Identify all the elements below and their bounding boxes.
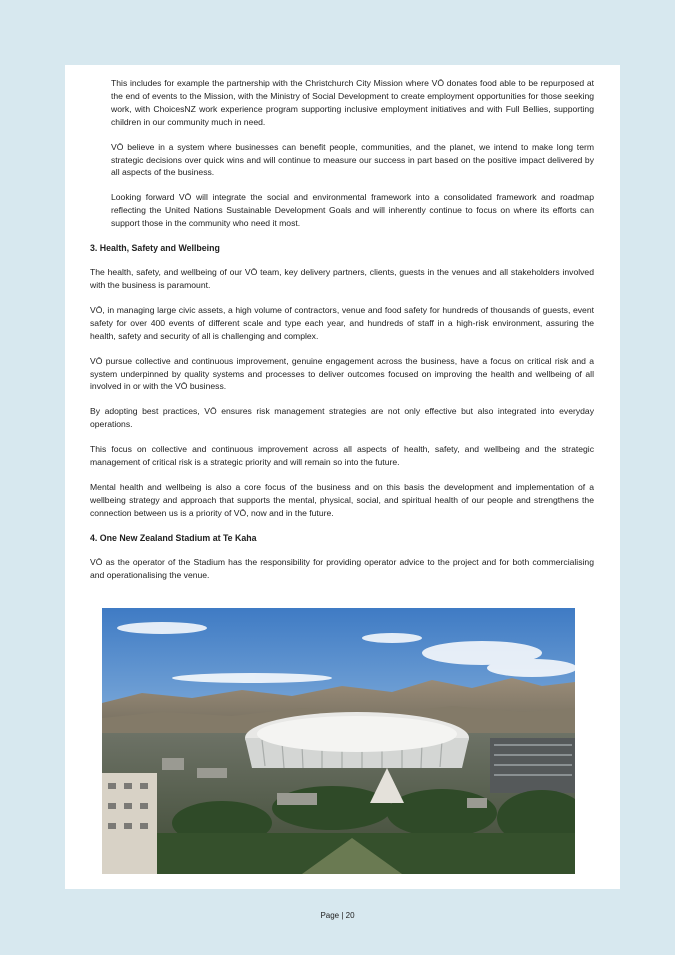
section-4-heading: 4. One New Zealand Stadium at Te Kaha	[90, 532, 257, 543]
section-3-paragraph-2: VŌ, in managing large civic assets, a high volume of contractors, venue and food safety for hundreds of thousands of guests, event safety for over 400 events of different scale and type each year, and hundreds of staff in a high-risk environment, assuring the health, safety and security of all is challenging and complex.	[90, 304, 594, 341]
page-content	[90, 77, 594, 593]
page-number: Page | 20	[320, 911, 355, 920]
document-page	[65, 65, 620, 889]
section-3-paragraph-3: VŌ pursue collective and continuous improvement, genuine engagement across the business, have a focus on critical risk and a system underpinned by quality systems and processes to deliver outcomes focused on improving the health and wellbeing of all involved in or with the VŌ business.	[90, 355, 594, 392]
intro-paragraph-2: VŌ believe in a system where businesses can benefit people, communities, and the planet, we intend to make long term strategic decisions over quick wins and will continue to measure our success in part based on the positive impact delivered by all aspects of the business.	[111, 141, 594, 178]
section-3-paragraph-5: This focus on collective and continuous improvement across all aspects of health, safety, and wellbeing and the strategic management of critical risk is a strategic priority and will remain so into the future.	[90, 444, 594, 468]
stadium-aerial-photo	[102, 608, 575, 874]
section-3-paragraph-1: The health, safety, and wellbeing of our VŌ team, key delivery partners, clients, guests in the venues and all stakeholders involved with the business is paramount.	[90, 267, 594, 290]
section-3-paragraph-4: By adopting best practices, VŌ ensures risk management strategies are not only effective but also integrated into everyday operations.	[90, 406, 594, 430]
section-3-paragraph-6: Mental health and wellbeing is also a core focus of the business and on this basis the development and implementation of a wellbeing strategy and approach that supports the mental, physical, social, and spiritual health of our people and strengthens the connection between us is a priority of VŌ, now and in the future.	[90, 481, 594, 518]
intro-paragraph-1: This includes for example the partnership with the Christchurch City Mission where VŌ donates food able to be repurposed at the end of events to the Mission, with the Ministry of Social Development to create employment opportunities for those seeking work, with ChoicesNZ work experience program supporting inclusive employment initiatives and with Full Bellies, supporting children in our community much in need.	[111, 78, 594, 127]
section-3-heading: 3. Health, Safety and Wellbeing	[90, 243, 220, 254]
section-4-paragraph-1: VŌ as the operator of the Stadium has the responsibility for providing operator advice to the project and for both commercialising and operationalising the venue.	[90, 556, 594, 580]
intro-paragraph-3: Looking forward VŌ will integrate the social and environmental framework into a consolidated framework and roadmap reflecting the United Nations Sustainable Development Goals and will inherently continue to focus on where its efforts can support those in the community who need it most.	[111, 192, 594, 229]
